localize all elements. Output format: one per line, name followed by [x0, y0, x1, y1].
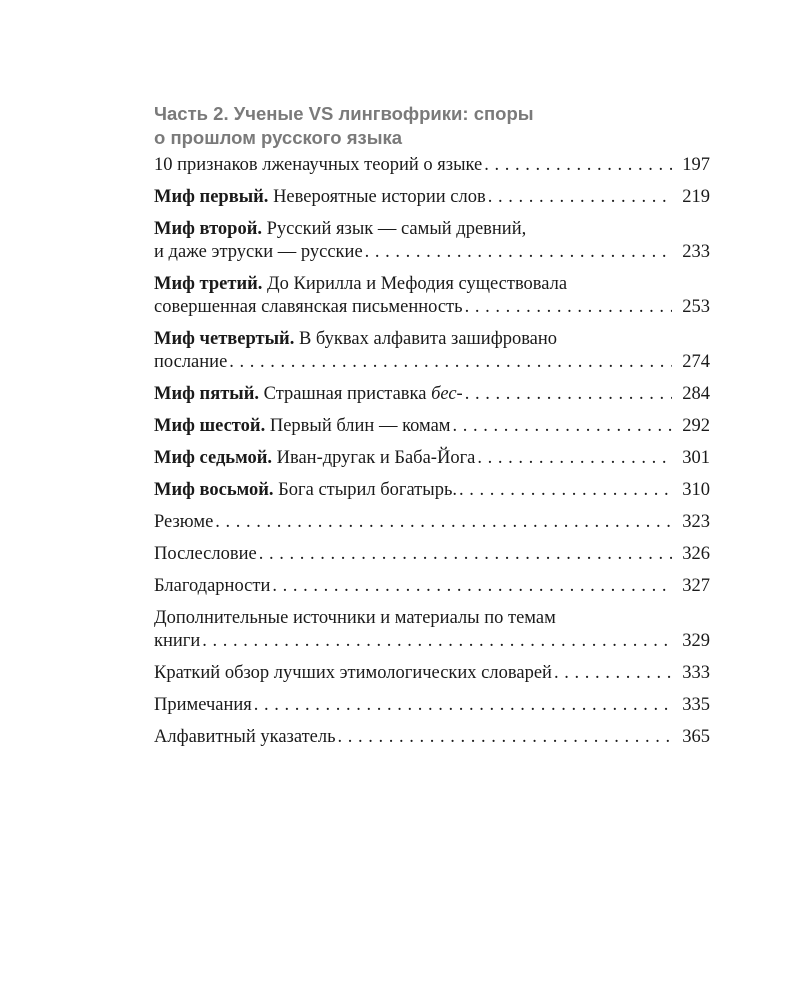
dot-leader: [229, 351, 672, 374]
toc-entry-page-number: 301: [682, 448, 710, 468]
toc-entry-page-number: 326: [682, 544, 710, 564]
toc-entry[interactable]: [154, 273, 710, 319]
toc-entry-title: Алфавитный указатель: [154, 727, 336, 747]
toc-entry-row: [154, 351, 710, 374]
toc-entry-title: Благодарности: [154, 576, 271, 596]
toc-entry-label: Миф второй.: [154, 219, 262, 239]
dot-leader: [215, 511, 672, 534]
toc-entry-label: Миф четвертый.: [154, 329, 295, 349]
toc-entry-text: [154, 186, 486, 209]
toc-entry-title: Послесловие: [154, 544, 257, 564]
toc-entry[interactable]: [154, 575, 710, 598]
dot-leader: [453, 415, 672, 438]
toc-entry-title: послание: [154, 352, 228, 372]
toc-entry-page-number: 323: [682, 512, 710, 532]
toc-entry-label: Миф шестой.: [154, 416, 266, 436]
dot-leader: [554, 662, 672, 685]
toc-entry-page-number: 292: [682, 416, 710, 436]
toc-entry-title-start: Дополнительные источники и материалы по темам: [154, 608, 556, 628]
toc-entry[interactable]: [154, 154, 710, 177]
toc-entry-title-start: До Кирилла и Мефодия существовала: [267, 274, 568, 294]
toc-entry[interactable]: [154, 328, 710, 374]
toc-entry-page-number: 233: [682, 242, 710, 262]
toc-entry-page-number: 335: [682, 695, 710, 715]
dot-leader: [484, 154, 672, 177]
toc-entry-row: [154, 726, 710, 749]
toc-entry-title: 10 признаков лженаучных теорий о языке: [154, 155, 483, 175]
toc-entry-text: [154, 694, 252, 717]
dot-leader: [365, 241, 672, 264]
toc-entry-row: [154, 296, 710, 319]
section-heading-line-1: Часть 2. Ученые VS лингвофрики: споры: [154, 103, 534, 124]
toc-entry[interactable]: [154, 511, 710, 534]
toc-entry-page-number: 219: [682, 187, 710, 207]
toc-entry-label: Миф пятый.: [154, 384, 260, 404]
toc-entry[interactable]: [154, 543, 710, 566]
toc-entry-title: совершенная славянская письменность: [154, 297, 463, 317]
toc-entry-row: [154, 630, 710, 653]
toc-entry-page-number: 253: [682, 297, 710, 317]
toc-entry-text: [154, 662, 552, 685]
toc-entry[interactable]: [154, 694, 710, 717]
toc-entry-title: и даже этруски — русские: [154, 242, 363, 262]
toc-entry-title: Страшная приставка: [263, 384, 432, 404]
dot-leader: [488, 186, 672, 209]
toc-entry-first-line: [154, 328, 710, 351]
toc-entry-label: Миф седьмой.: [154, 448, 272, 468]
toc-entry-row: [154, 154, 710, 177]
toc-entry-page-number: 365: [682, 727, 710, 747]
toc-entry[interactable]: [154, 447, 710, 470]
dot-leader: [254, 694, 672, 717]
toc-entry-text: [154, 447, 475, 470]
toc-entry-page-number: 310: [682, 480, 710, 500]
toc-entry-text: [154, 296, 463, 319]
section-heading-line-2: о прошлом русского языка: [154, 127, 403, 148]
toc-entry[interactable]: [154, 415, 710, 438]
toc-entry[interactable]: [154, 186, 710, 209]
toc-entry-row: [154, 575, 710, 598]
dot-leader: [477, 447, 672, 470]
toc-entry[interactable]: [154, 662, 710, 685]
toc-entry-text: [154, 575, 270, 598]
toc-entry-text: [154, 241, 363, 264]
toc-entry-text: [154, 543, 257, 566]
toc-entry-first-line: [154, 218, 710, 241]
toc-entry-label: Миф первый.: [154, 187, 269, 207]
toc-entry-title: Примечания: [154, 695, 252, 715]
toc-entry-title: Краткий обзор лучших этимологических словарей: [154, 663, 552, 683]
toc-entry-page-number: 329: [682, 631, 710, 651]
toc-entry-first-line: [154, 607, 710, 630]
toc-entry-text: [154, 351, 227, 374]
toc-entry-page-number: 333: [682, 663, 710, 683]
toc-entry-title: Первый блин — комам: [269, 416, 451, 436]
toc-entry-title: Резюме: [154, 512, 214, 532]
dot-leader: [465, 383, 672, 406]
toc-entry[interactable]: [154, 607, 710, 653]
toc-entry-title-italic: бес-: [431, 384, 463, 404]
toc-entry-text: [154, 415, 451, 438]
toc-entry-row: [154, 186, 710, 209]
toc-entry-title: Иван-другак и Баба-Йога: [276, 448, 476, 468]
toc-entry-text: [154, 479, 457, 502]
toc-entry-text: [154, 630, 200, 653]
toc-entry-title-start: Русский язык — самый древний,: [266, 219, 527, 239]
toc-entry-label: Миф третий.: [154, 274, 263, 294]
dot-leader: [202, 630, 672, 653]
toc-entry-text: [154, 383, 463, 406]
toc-entry-row: [154, 415, 710, 438]
toc-entry-page-number: 284: [682, 384, 710, 404]
toc-entry[interactable]: [154, 726, 710, 749]
toc-entry-text: [154, 511, 213, 534]
toc-page: [154, 102, 710, 758]
toc-entry-page-number: 197: [682, 155, 710, 175]
toc-entry-row: [154, 447, 710, 470]
toc-entry-row: [154, 383, 710, 406]
dot-leader: [338, 726, 672, 749]
toc-entry-title: Невероятные истории слов: [273, 187, 486, 207]
toc-entry-row: [154, 241, 710, 264]
toc-entry-title: Бога стырил богатырь.: [278, 480, 458, 500]
dot-leader: [465, 296, 672, 319]
toc-entry-title: книги: [154, 631, 201, 651]
toc-entry[interactable]: [154, 383, 710, 406]
dot-leader: [459, 479, 672, 502]
toc-entry-title-start: В буквах алфавита зашифровано: [298, 329, 558, 349]
table-of-contents: [154, 154, 710, 749]
toc-entry-page-number: 327: [682, 576, 710, 596]
dot-leader: [259, 543, 672, 566]
toc-entry-text: [154, 726, 336, 749]
toc-entry[interactable]: [154, 479, 710, 502]
toc-entry-text: [154, 154, 482, 177]
toc-entry-row: [154, 694, 710, 717]
toc-entry-row: [154, 511, 710, 534]
toc-entry-page-number: 274: [682, 352, 710, 372]
toc-entry[interactable]: [154, 218, 710, 264]
section-heading: [154, 102, 710, 150]
toc-entry-row: [154, 662, 710, 685]
toc-entry-row: [154, 543, 710, 566]
toc-entry-first-line: [154, 273, 710, 296]
toc-entry-row: [154, 479, 710, 502]
toc-entry-label: Миф восьмой.: [154, 480, 274, 500]
dot-leader: [272, 575, 672, 598]
